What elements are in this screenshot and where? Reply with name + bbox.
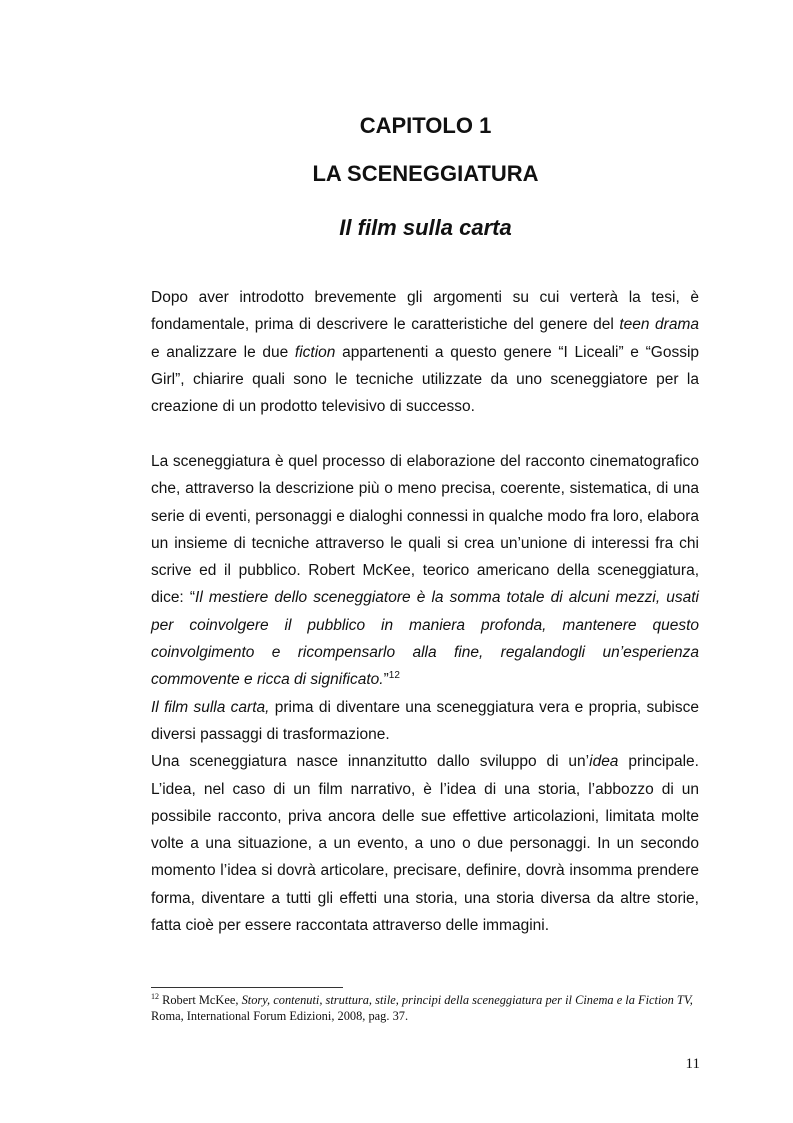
term-teen-drama: teen drama [619,316,699,334]
paragraph-film-on-paper: Il film sulla carta, prima di diventare una sceneggiatura vera e propria, subisce diversi passaggi di trasformazione. [151,698,699,743]
footnote-divider [151,987,343,988]
paragraph-idea: Una sceneggiatura nasce innanzitutto dallo sviluppo di un’idea principale. L’idea, nel caso di un film narrativo, è l’idea di una storia, l’abbozzo di un possibile racconto, priva ancora delle sue effettive articolazioni, limitata molte volte a una situazione, a un evento, a uno o due personaggi. In un secondo momento l’idea si dovrà articolare, precisare, definire, dovrà insomma prendere forma, diventare a tutti gli effetti una storia, una storia diversa da altre storie, fatta cioè per essere raccontata attraverso delle immagini. [151,753,699,935]
term-idea: idea [589,753,619,771]
term-fiction: fiction [294,343,336,361]
paragraph-intro: Dopo aver introdotto brevemente gli argomenti su cui verterà la tesi, è fondamentale, prima di descrivere le caratteristiche del genere del teen drama e analizzare le due fiction appartenenti a questo genere “I Liceali” e “Gossip Girl”, chiarire quali sono le tecniche utilizzate da uno sceneggiatore per la creazione di un prodotto televisivo di successo. [151,289,700,416]
footnote-reference: 12 [388,670,400,682]
chapter-subtitle: Il film sulla carta [339,215,512,240]
chapter-title: LA SCENEGGIATURA [312,161,539,186]
body-text [151,448,699,939]
mckee-quote: Il mestiere dello sceneggiatore è la somma totale di alcuni mezzi, usati per coinvolgere il pubblico in maniera profonda, mantenere questo coinvolgimento e ricompensarlo alla fine, regalandogli un’esperienza commovente e ricca di significato. [151,589,699,689]
footnote: $^{12}$ Robert McKee, Story, contenuti, struttura, stile, principi della sceneggiatura per il Cinema e la Fiction TV, Roma, International Forum Edizioni, 2008, pag. 37. [151,991,693,1023]
page-number: 11 [685,1056,700,1072]
footnote-work-title: Story, contenuti, struttura, stile, principi della sceneggiatura per il Cinema e la Fiction TV, [241,993,693,1007]
chapter-number: CAPITOLO 1 [359,113,492,138]
paragraph-definition: La sceneggiatura è quel processo di elaborazione del racconto cinematografico che, attraverso la descrizione più o meno precisa, coerente, sistematica, di una serie di eventi, personaggi e dialoghi connessi in qualche modo fra loro, elabora un insieme di tecniche attraverso le quali si crea un’unione di interessi fra chi scrive ed il pubblico. Robert McKee, teorico americano della sceneggiatura, dice: “Il mestiere dello sceneggiatore è la somma totale di alcuni mezzi, usati per coinvolgere il pubblico in maniera profonda, mantenere questo coinvolgimento e ricompensarlo alla fine, regalandogli un’esperienza commovente e ricca di significato.”$^{12}$ [151,453,700,689]
